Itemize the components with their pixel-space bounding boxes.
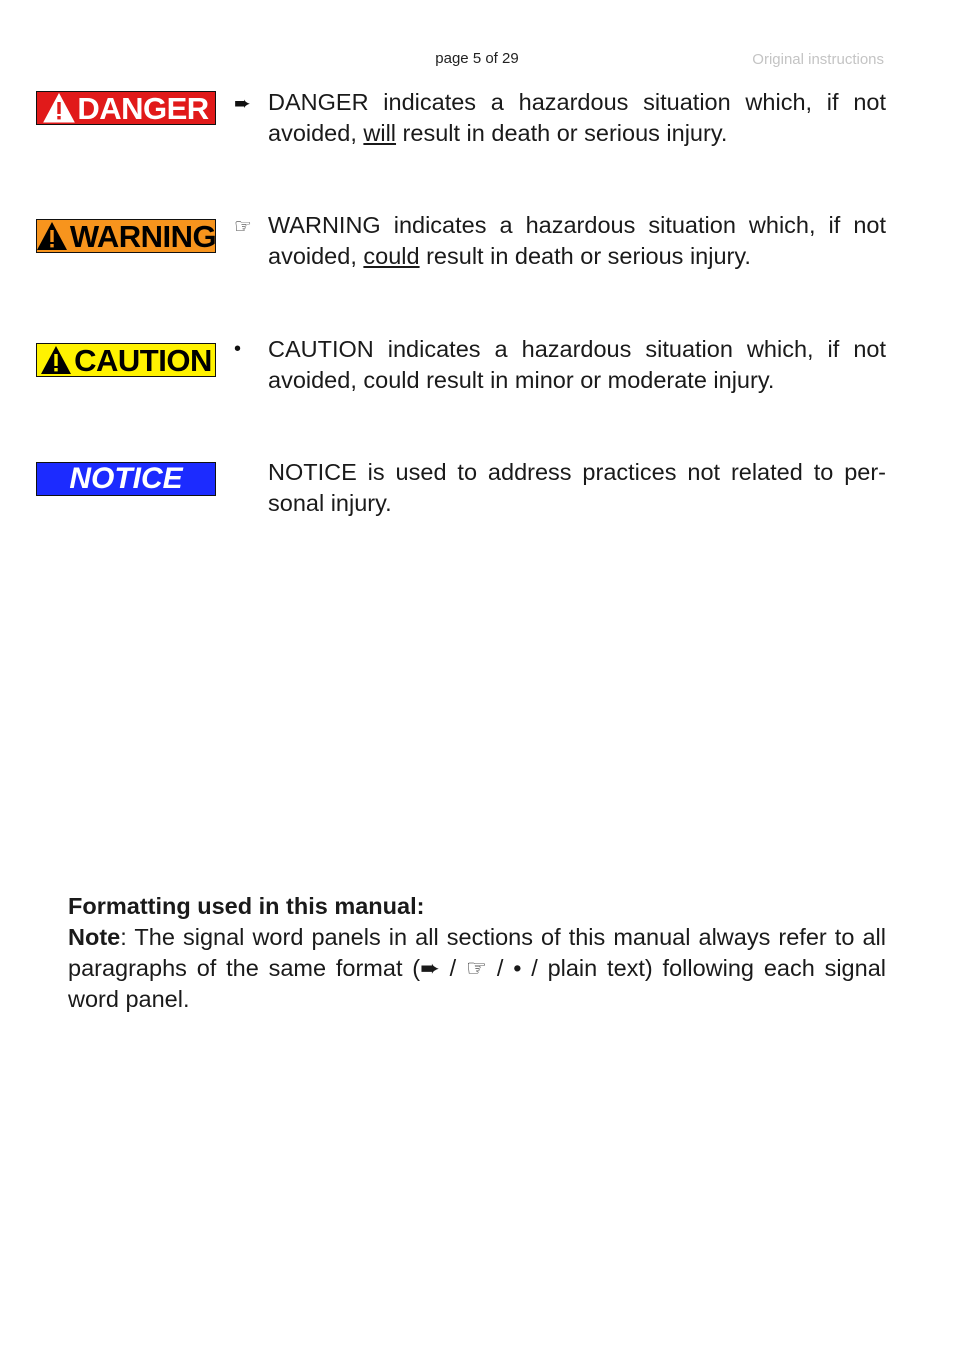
pointing-hand-icon: ☞ — [234, 216, 252, 238]
notice-panel — [36, 462, 216, 496]
danger-panel-label: DANGER — [77, 90, 209, 126]
danger-description — [268, 87, 886, 149]
formatting-section — [68, 891, 886, 1015]
caution-panel-label: CAUTION — [74, 342, 212, 378]
warning-panel-label: WARNING — [69, 218, 217, 254]
warning-description — [268, 210, 886, 272]
danger-emphasis: will — [363, 120, 397, 146]
bullet-icon: • — [234, 338, 242, 360]
danger-text-start: DANGER indicates a hazardous situation which, if not avoided, — [268, 89, 886, 146]
warning-triangle-icon — [40, 345, 72, 375]
danger-panel — [36, 91, 216, 125]
notice-panel-label: NOTICE — [69, 462, 183, 495]
page-number: page 5 of 29 — [435, 50, 519, 67]
warning-triangle-icon — [43, 93, 75, 123]
formatting-note — [68, 922, 886, 1015]
right-arrow-icon: ➨ — [234, 93, 251, 115]
danger-text-end: result in death or serious injury. — [396, 120, 728, 146]
caution-description: CAUTION indicates a hazardous situation which, if not avoided, could result in minor or moderate injury. — [268, 336, 886, 393]
note-text: : The signal word panels in all sections of this manual always refer to all paragraphs of the same format (➨ / ☞ / • / plain text) following each signal word panel. — [68, 924, 886, 1012]
document-type-label: Original instructions — [752, 51, 884, 68]
notice-description: NOTICE is used to address practices not related to per-sonal injury. — [268, 459, 886, 516]
warning-text-end: result in death or serious injury. — [419, 243, 751, 269]
warning-panel — [36, 219, 216, 253]
warning-triangle-icon — [36, 221, 68, 251]
formatting-heading: Formatting used in this manual: — [68, 893, 425, 919]
note-label: Note — [68, 924, 121, 950]
warning-text-start: WARNING indicates a hazardous situation which, if not avoided, — [268, 212, 886, 269]
warning-emphasis: could — [363, 243, 420, 269]
caution-panel — [36, 343, 216, 377]
